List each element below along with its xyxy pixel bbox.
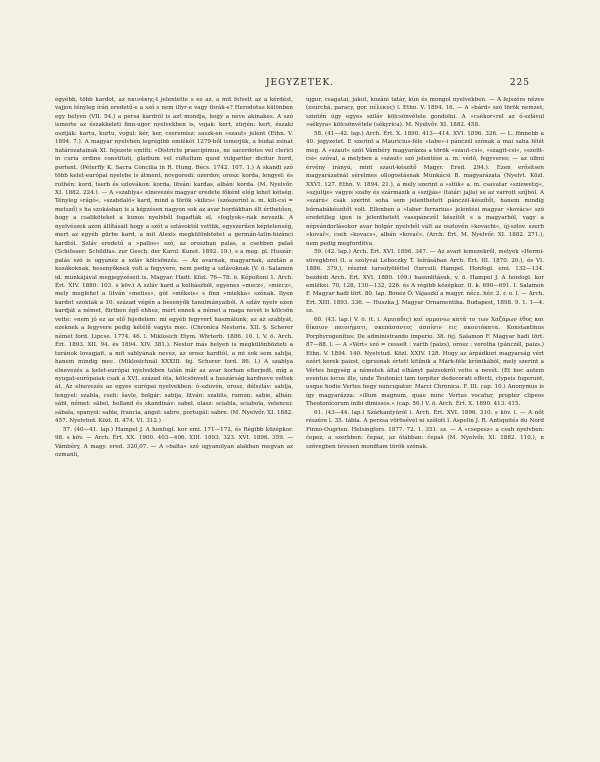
- note-paragraph: egyébb, több kardot, az ακινάκης-t jelentette s ez az, a mit felvett az a kérdést, vajjon tényleg írán eredetű-e a szó s nem illyr-e vagy thrák-e? Herodotus különben egy helyen (VII. 54.) a persa kardról is azt mondja, hogy a neve akinakes. A szó ismerte az északkeleti finn-ugor nyelvekben is, vojak: kert, zürjén: kert, északi osztják: kartu, kurtu, vogul: kér, ker, cseremisz: saszk-en »szaut« jelent (Ethn. V. 1894. 7.). A magyar nyelvben legrégibb emlékét 1279-ből ismerjük, a budai zsinat határozatainak XI. fejezete említi: »Districte praecipimus, ne sacerdotes vel clerici in curia ordine constituti, gladium vel cultellum quod vulgariter dicitur hord, portent. (Péterffy K. Sacra Concilia in R. Hung. Bécs. 1742. 107. 1.) A skandi szó több kelet-európai nyelvbe is átment, novgorodi: ozerdov, orosz: korda, lengyel: és ruthén: kord, tserb és szlovákon: korda, litván: kardas, albán: korda. (M. Nyelvőr. XI. 1882. 224.). — A »szablya« elnevezés magyar eredete főként elég lehet kétség. Tényleg »rágó«, »szabdaló« kard, mind a török »kilics« (szószerint a. m. kili-csi = metsző) s ha szokásban is a képzésen nagyon sok az avar hordákban élt érthetően, hogy a csaliköteket a kunos nyelvből fogadták el, »foglyok«-nak nevezik. A nyelvészek azon állításait hogy a szót a szlávoktól vettük, egyszerűen képtelenség, mert az egyéb gürbe kard, a mit Alexis megkülönböztet a germán-latin-bizánci kardtól. Szláv eredetű a »pallos« szó, az oroszban palas, a csehben palaš (Schiösser: Schildfas. zur Gesch. der Karol. Kunst. 1892. 19.), s a meg. pl. Huszár: palás szó is ugyanez a szláv kölcsönzés. — Az avarnak, magyarnak, azután a kozákoknak, besenyőknek volt a fegyvere, nem pedig a szlávoknak (V. ö. Salamon id. munkájával megjegyzéseit is. Magyar. Hadt. Közl. 76—78. ö. Képoltoni 1. Arch. Ért. XIV. 1880. 103. s köv.) A szláv kard a kolbászból, egyenes »mecz«, »miecz«, mely meglehet a litván »metiss«, gót »mékeis« s finn »miekka« szónak. Ilyen kardot szoktak a 10. század végén a besenyők tanulmányaiból. A szláv nyelv ezen kardját a német, fürtben égő ehhez, mert ennek a német a maga nevét is kölcsön vette: »nem jó ez az elő fejedelem: mi egyéb fegyvert használunk, az az szablyát, ezeknek a fegyvere pedig kétélű vagyis mec. (Chronica Nestoris. XII. §. Scherer német ford. Lipcse. 1774. 46. l. Miklosich Etym. Wörterb. 1886. 16. l. V. ö. Arch. Ért. 1893. XII. 94. és 1894. XIV. 381.). Nestor más helyen is megkülönbözteti a turánok lovagjait, a mit sablyának nevez, az orosz kardtól, a mi sok sem sablja, hanem mindig mec. (Miklosichnál XXXIII. fej. Scherer ford. 86. l.) A szablya elnevezés a kelet-európai nyelvekben talán már az avar korban elterjedt, míg a nyugat-európaiak csak a XVI. század óta, kölcsönvett a huszárság kardneve vettek át. Az elnevezés az egyes európai nyelvekben: ó-szlovén, orosz, délszláv: sablja, lengyel: szabla, cseh: šavle, bolgár: sabija, litván: szablis, rumun: sabie, albán: sábl, német: säbel, holland és skandináv: sabel, olasz: sciabla, sciabola, velencei: sábala, spanyol: sable, francia, angol: sabre, portugál: sabre. (M. Nyelvőr. XI. 1882. 457. Nyelvtud. Közl. II. 474. VI. 312.): [55, 97, 293, 425]
- left-column: [55, 96, 293, 722]
- right-column: [306, 96, 544, 722]
- note-61: 61. (43—44. lap.) Szárkantyúról l. Arch. Ért. XVI. 1896. 310. s köv. l. — A nőt részére l. 35. tábla. A perzsa vörösével ni szólott l. Aspelin J. R. Antiquités du Nord Finno-Ougrien. Helsingfors. 1877. 72. 1. 351. sz. — A »csepesz« a csuh nyelvben: čepez, a szerbben: čepaz, az ólábban: čepaš (M. Nyelvőr. XI. 1882. 110.), n szóvegben tévesen mondtam török szónak.: [306, 409, 544, 450]
- note-paragraph: ujgur, csagatai, jakut, kozáni tatár, kún és mongol nyelvekben. — A fejszére nézve (zsurchá, paracy, gor. πέλεκυς) l. Ethn. V. 1894. 16. — A »bárd« szó török nemzet, szintén úgy egyes sziláv kölcsönvétele gondolni. A »csékor«rel az ó-szlávul »sěkyra« kölcsönvétele (sékyrica). M. Nyelvőr. XI. 1882. 458.: [306, 97, 544, 129]
- running-header: [70, 78, 530, 90]
- page-number: 225: [509, 78, 530, 88]
- note-60: 60. (43. lap.) V. ö. (t. i. Αμυιαδις) καί ομμονιω κατά το των Χαζάρων έθος και δίκαιον παιοιήματι, σκεπάσαντες ασπίσιν εις ακουτόκατα. Konstantinus Porphyrogenitus: De administrando imperio. 38. fej. Salamon F. Magyar hadi tört. 87—88. l. — A »Vért« szó = cesselt : varth (paizs), orosz : verotha (pánczél, paizs.) Ethn. V. 1894. 140. Nyelvtud. Közl. XXIV. 128. Hogy az árpádkori magyarság vért ezért kerek paizst, ciprusnak értett kitűnik a Márk-féle krónikából, mely szerint a Vértes hegység a németek által elhányt paizsokról vette a nevét. (Et hoc autem eventus locus ille, unde Teutonici tam torpiter dedecorati effecti, clypeis fugerunt, usque hodie Vertes hegy nuncupatur. Marci Chronica. F. III. cap. 10.) Anonymus is így magyarázza: »illum magnum, quae nunc Vertus vocatur, propter clipeos Theotonicorum inibi dimissos.« (cap. 56.) V. ö. Arch. Ért. X. 1890. 413. 415.: [306, 316, 544, 408]
- note-59: 59. (42. lap.) Arch. Ért. XVI. 1896. 347. — Az avart lemezekről, melyek »Hermi-süvegkbrei (I. a szolyvai Lehoczky T. leírásában Arch. Ért. III. 1870. 20.), és VI. 1886. 379.), részint tarsolyöléttel (turcsili Hampel. Honfogl. emi. 132—134. bezdédi Arch. Ért. XVI. 1880. 109.) hasonlításuk, v. ö. Hampel J. A honfogl. kor emlékei. 70, 128, 130—132, 226. és A régibb középkor. II. k. 690—691. I. Salamon F. Magyar hadi tört. 80. lap. Bonez Ö. Vájaszki a magyr. nécz. hér. 2. r. o. l. — Arch. Ért. XIII. 1893. 336. — Huszka J. Magyar Ornamentika. Budapest, 1898. 9. 1. 1—4. sz.: [306, 249, 544, 315]
- running-title: JEGYZETEK.: [265, 78, 335, 88]
- note-57: 57. (40—41. lap.) Hampel J. A honfogl. kor emi. 171—172. és Régibb középkor. 98. s köv. — Arch. Ért. XX. 1900. 403—406. XIII. 1893. 323. XVI. 1896. 359. — Vámbéry, A magy. ered. 320,07. — A »balta« szó ugyanolyan alakban megvan az ozmanli,: [55, 426, 293, 459]
- note-58: 58. (41—42. lap.) Arch. Ért. X. 1890. 413—414. XVI. 1896. 326. — L. fönnebb a 40. jegyzetet. E szerint a Mauricius-féle »tabe«-i pánczél szónak a mai saba félét meg. A »szaut« szót Vámbéry magyarázza a török »szaut-csi«, »szagit-csi«, »szefit-csi« szóval, a melyben a »szaut« szó jelentése a. m. védő, fegyveres; — az ulbni érvény irányú, mint szaut-készítő Magyr. Ered. 294.). Ezen erősítsen magyarázatnál sérelmes ollogostásnak Munkácsi B. magyarázata (Nyelvt. Közl. XXVI. 127. Ethn. V. 1894. 21.), a mely szerint a »stük« a. m. csavatar »sziewetzj«, »szjultje« vagyis szaby és származik a »szijjás« (tatár: jajla) se az varrott szíjból. A »szárú« csak szerint soha sem jelenthetett pánczél-készítőt, hanem mindig bőrnabákészítőt volt. Ellenben a »Iaber ferrarius« jelentési magyar »kovács« szó eredetileg igen is jelenthetett vasspánczél készítőt s a magyarból, vagy a népvándorlásokor avar bolgár nyelvből vált az oszlovén »kovachi«, új-szlov. szerb »kovač«, cseh »kovacs«, albán »kovač«. (Arch. Ért. M. Nyelvőr. XI. 1882. 271.), nem pedig megfordítva.: [306, 130, 544, 247]
